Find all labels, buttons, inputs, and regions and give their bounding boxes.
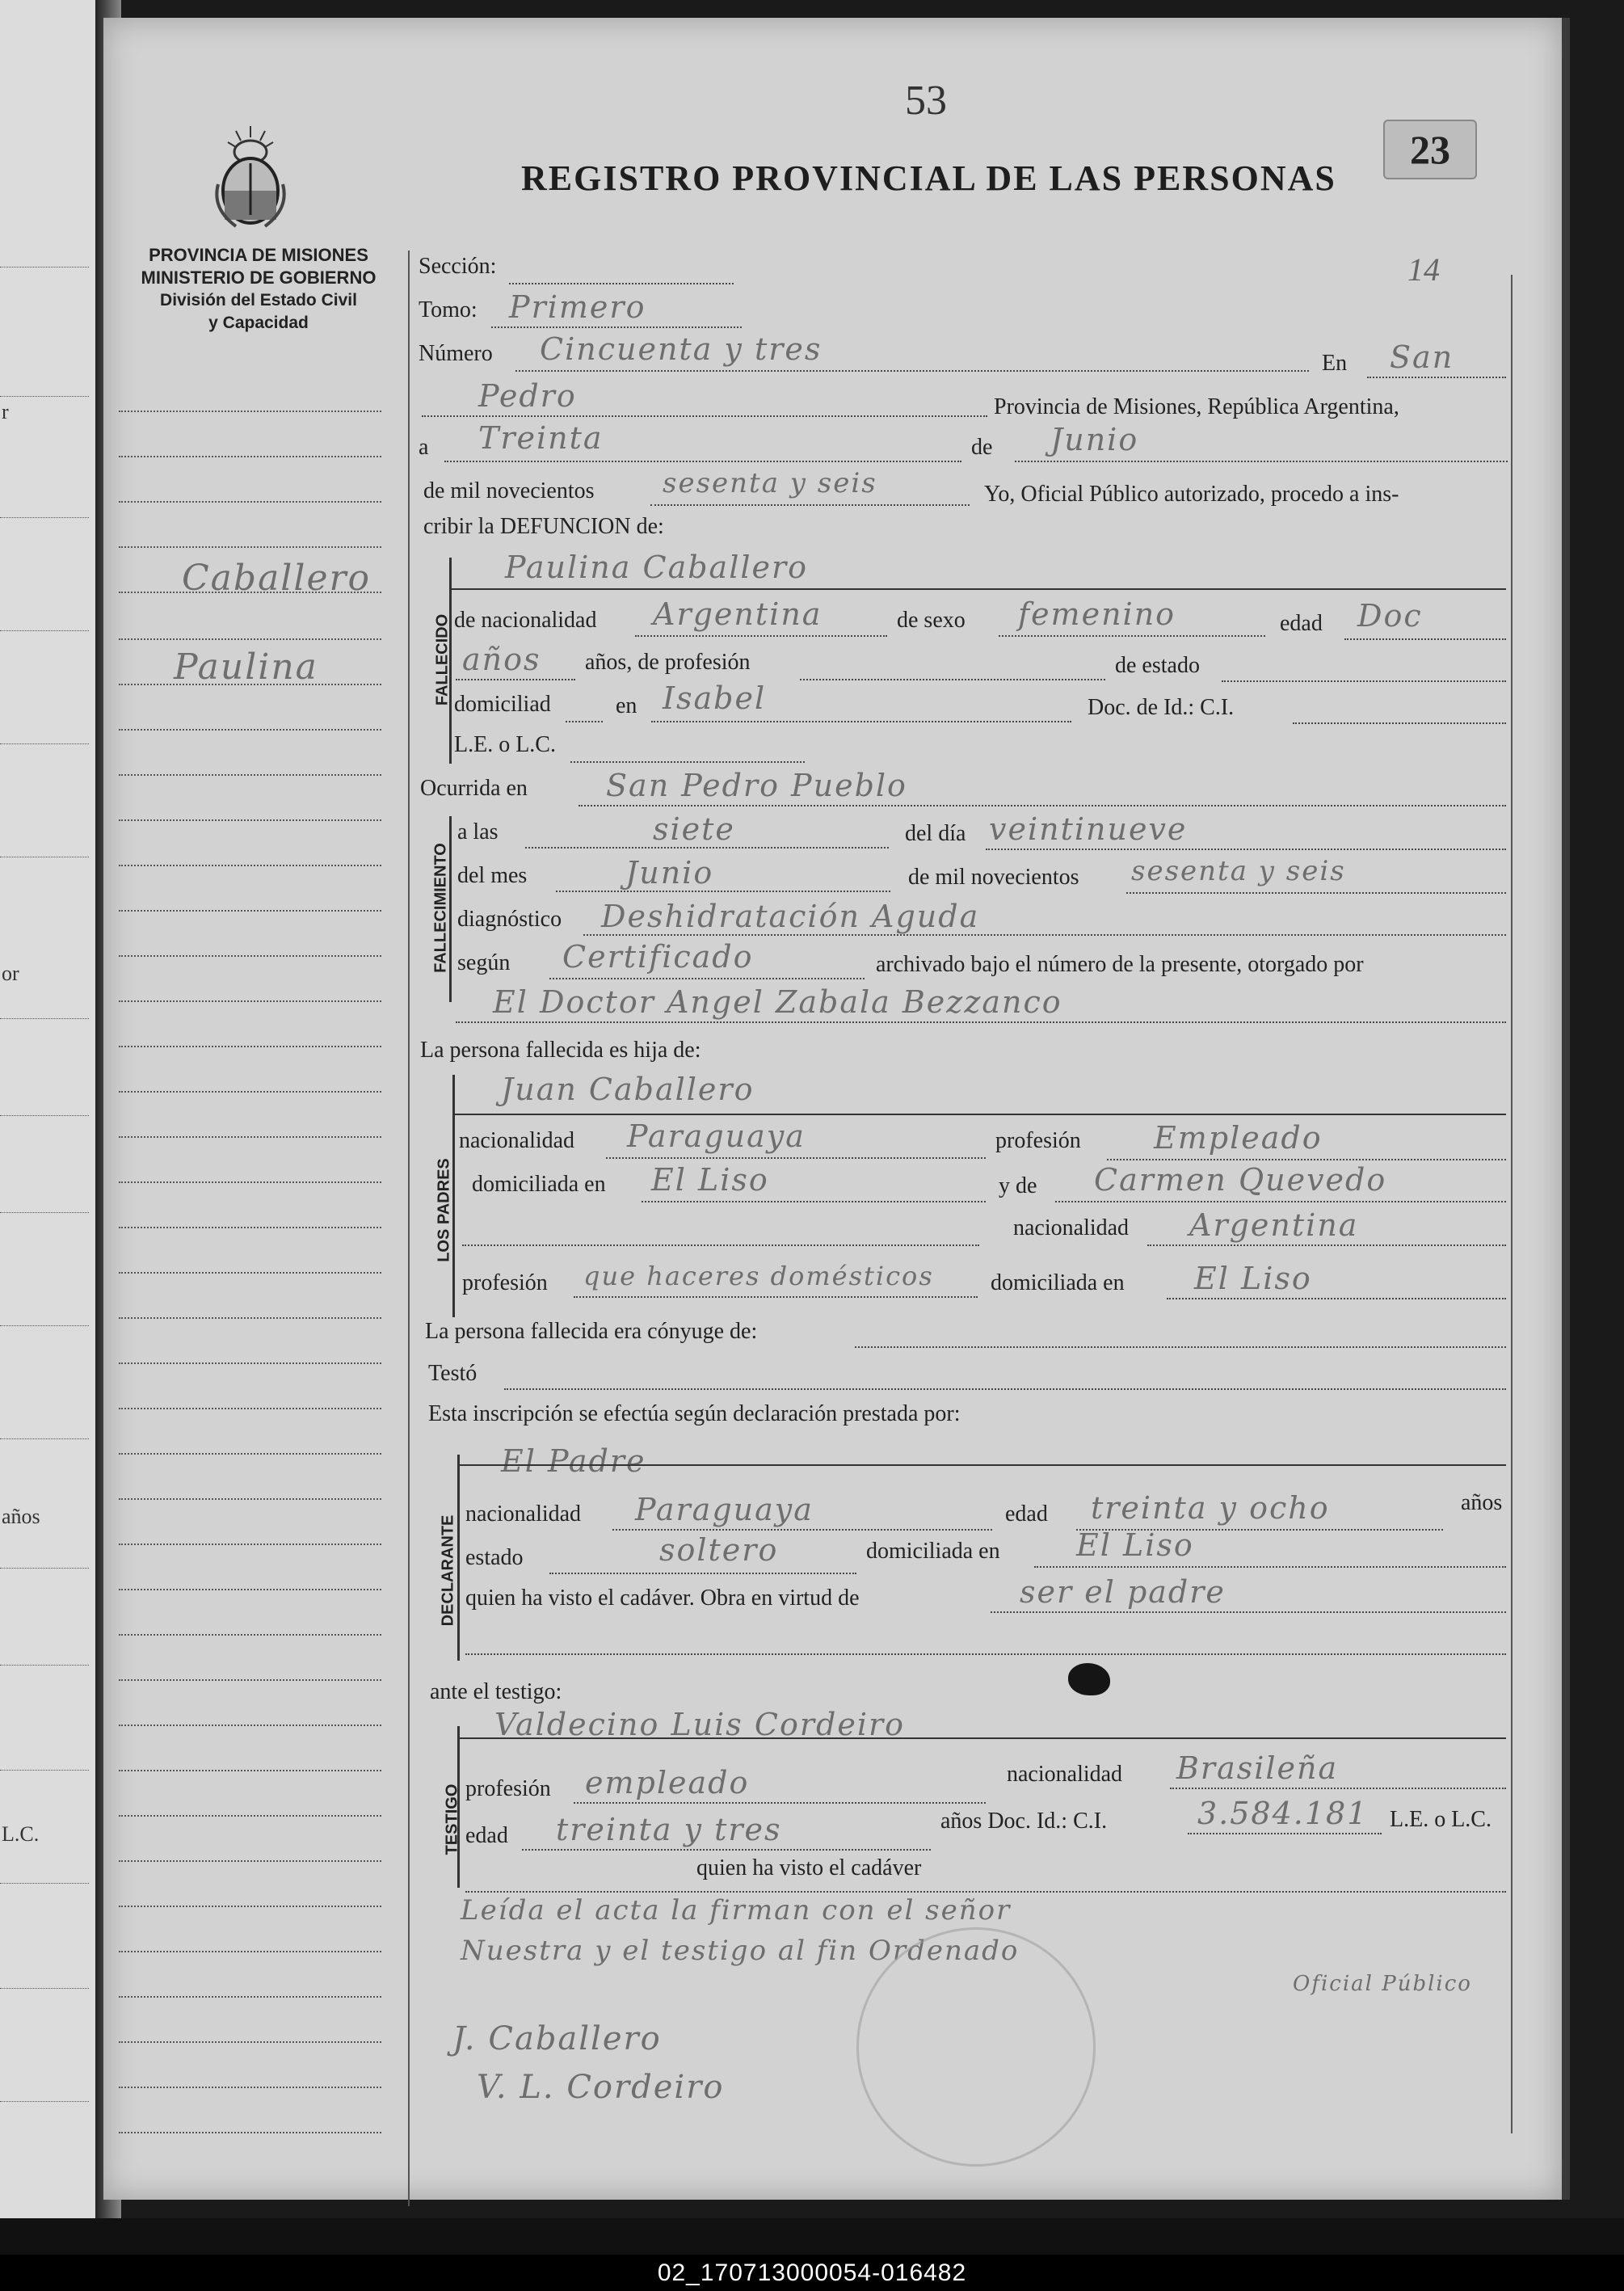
index-rule [119, 1091, 381, 1093]
index-rule [119, 1815, 381, 1817]
left-page-rule [0, 1883, 89, 1884]
index-rule [119, 1906, 381, 1907]
numero-label: Número [419, 341, 493, 366]
ministry-line: PROVINCIA DE MISIONES [149, 245, 368, 265]
index-rule [119, 1000, 381, 1002]
year-value-2: sesenta y seis [1131, 855, 1346, 887]
fallecido-section-label: FALLECIDO [433, 613, 452, 706]
index-rule [119, 1227, 381, 1228]
index-rule [119, 638, 381, 640]
declarante-visto-text: quien ha visto el cadáver. Obra en virtud de [465, 1586, 860, 1611]
closing-note-line-2: Nuestra y el testigo al fin Ordenado [461, 1935, 1020, 1967]
index-rule [119, 2041, 381, 2043]
domicilio-suffix-line [566, 721, 603, 722]
edad-line-2 [456, 679, 575, 680]
ocurrida-value: San Pedro Pueblo [606, 768, 907, 803]
month-line [1015, 461, 1508, 462]
index-rule [119, 501, 381, 503]
year-label-2: de mil novecientos [908, 865, 1079, 890]
declarante-domiciliada-value: El Liso [1076, 1527, 1194, 1563]
father-line [454, 1114, 1506, 1115]
padres-nacionalidad-line [606, 1157, 986, 1159]
domicilio-label: domiciliad [454, 692, 551, 717]
index-rule [119, 1408, 381, 1409]
declarante-domiciliada-line [1034, 1566, 1506, 1568]
testigo-profesion-line [574, 1802, 986, 1804]
corner-annotation: 14 [1407, 251, 1440, 288]
testigo-visto-text: quien ha visto el cadáver [696, 1855, 922, 1880]
declarante-estado-line [549, 1573, 856, 1574]
ocurrida-line [578, 805, 1506, 806]
index-rule [119, 910, 381, 912]
edad-value: Doc [1357, 598, 1423, 634]
left-page-rule [0, 630, 89, 631]
archivado-text: archivado bajo el número de la presente, otorgado por [876, 952, 1364, 977]
edad-value-2: años [462, 642, 541, 677]
testigo-name-line [459, 1737, 1506, 1739]
domicilio-value: Isabel [663, 680, 767, 716]
dia-value: veintinueve [989, 811, 1188, 847]
nacionalidad-line [635, 635, 887, 637]
index-rule [119, 2132, 381, 2133]
padres-nacionalidad2-label: nacionalidad [1013, 1215, 1130, 1240]
nacionalidad-label: de nacionalidad [454, 608, 597, 633]
sexo-label: de sexo [897, 608, 966, 633]
left-page-fragment: r [2, 400, 9, 423]
declarante-anos-label: años [1461, 1490, 1503, 1515]
testigo-name: Valdecino Luis Cordeiro [494, 1707, 906, 1742]
conyuge-line [855, 1346, 1506, 1348]
argentina-crest-icon [212, 120, 289, 233]
index-rule [119, 1589, 381, 1590]
register-title: REGISTRO PROVINCIAL DE LAS PERSONAS [521, 158, 1336, 198]
index-rule [119, 411, 381, 412]
place-value: Pedro [478, 378, 577, 414]
province-text: Provincia de Misiones, República Argentina, [994, 394, 1399, 419]
index-rule [119, 774, 381, 776]
testigo-section-label: TESTIGO [443, 1784, 461, 1855]
testigo-blank-line [465, 1891, 1506, 1893]
margin-first-name: Paulina [174, 646, 318, 688]
dia-line [986, 849, 1506, 850]
declarante-section-label: DECLARANTE [439, 1514, 457, 1627]
seccion-label: Sección: [419, 254, 497, 279]
sexo-value: femenino [1018, 596, 1176, 632]
tomo-value: Primero [509, 289, 646, 325]
left-page-edge [0, 0, 95, 2255]
ante-testigo-label: ante el testigo: [430, 1679, 562, 1704]
en-value: San [1390, 339, 1454, 375]
mother-line [1055, 1201, 1506, 1202]
domicilio-line [651, 721, 1071, 722]
left-page-rule [0, 1770, 89, 1771]
domiciliada-line [642, 1201, 986, 1202]
place-line [422, 415, 987, 417]
left-page-fragment: or [2, 962, 19, 985]
index-rule [119, 1136, 381, 1138]
day-line [444, 461, 961, 462]
padres-nacionalidad2-value: Argentina [1189, 1207, 1359, 1243]
conyuge-label: La persona fallecida era cónyuge de: [425, 1319, 758, 1344]
testigo-doc-line [1188, 1833, 1382, 1834]
declarante-edad-value: treinta y ocho [1091, 1490, 1330, 1526]
doctor-line [456, 1021, 1506, 1023]
doc-label: Doc. de Id.: C.I. [1088, 695, 1235, 720]
padres-nacionalidad-value: Paraguaya [627, 1118, 806, 1154]
index-rule [119, 1362, 381, 1364]
year-label: de mil novecientos [423, 478, 595, 503]
index-rule [119, 1634, 381, 1636]
testo-line [504, 1388, 1506, 1390]
left-page-rule [0, 2101, 89, 2102]
domiciliada-label: domiciliada en [472, 1172, 606, 1197]
left-page-rule [0, 1665, 89, 1666]
declarante-virtud-value: ser el padre [1020, 1574, 1226, 1610]
left-page-rule [0, 1115, 89, 1116]
testigo-nacionalidad-value: Brasileña [1176, 1750, 1339, 1786]
index-rule [119, 955, 381, 957]
estado-line [1222, 680, 1506, 682]
padres-domiciliada2-line [1167, 1298, 1506, 1299]
index-rule [119, 546, 381, 548]
index-rule [119, 1181, 381, 1183]
padres-profesion-line [1107, 1159, 1506, 1160]
father-name: Juan Caballero [501, 1072, 755, 1107]
fallecimiento-section-label: FALLECIMIENTO [431, 843, 450, 973]
year-line [650, 504, 970, 506]
testigo-edad-label: edad [465, 1823, 508, 1848]
index-rule [119, 1679, 381, 1681]
a-las-label: a las [457, 819, 499, 844]
edad-label: edad [1280, 611, 1323, 636]
edad-line [1344, 638, 1506, 640]
dia-label: del día [905, 821, 966, 846]
padres-section-label: LOS PADRES [435, 1158, 453, 1262]
ministry-header [121, 244, 396, 335]
left-page-rule [0, 1438, 89, 1439]
left-page-rule [0, 1568, 89, 1569]
padres-nacionalidad2-line [1147, 1244, 1506, 1246]
numero-line [515, 370, 1309, 372]
left-page-rule [0, 517, 89, 518]
padres-domiciliada2-label: domiciliada en [991, 1270, 1125, 1295]
index-rule [119, 819, 381, 821]
a-las-line [525, 847, 889, 849]
left-page-fragment: L.C. [2, 1822, 40, 1846]
testigo-profesion-value: empleado [585, 1765, 750, 1800]
official-signature: Oficial Público [1293, 1972, 1472, 1996]
testigo-nacionalidad-line [1170, 1788, 1506, 1789]
padres-profesion2-value: que haceres domésticos [583, 1261, 934, 1291]
anos-profesion-label: años, de profesión [585, 650, 751, 675]
declarante-nacionalidad-label: nacionalidad [465, 1501, 582, 1527]
ministry-line: y Capacidad [208, 314, 309, 332]
testigo-profesion-label: profesión [465, 1776, 551, 1801]
estado-label: de estado [1115, 653, 1200, 678]
folio-tab: 23 [1383, 120, 1477, 179]
index-rule [119, 1725, 381, 1726]
declaracion-text: Esta inscripción se efectúa según declaración prestada por: [428, 1401, 961, 1426]
index-rule [119, 1860, 381, 1862]
de-label: de [971, 435, 993, 460]
left-page-rule [0, 396, 89, 397]
index-rule [119, 865, 381, 866]
closing-note-line-1: Leída el acta la firman con el señor [461, 1894, 1012, 1927]
index-rule [119, 1996, 381, 1998]
index-rule [119, 1951, 381, 1952]
declarante-virtud-line [991, 1611, 1506, 1613]
seccion-line [509, 283, 734, 284]
testigo-le-label: L.E. o L.C. [1390, 1807, 1491, 1832]
testigo-edad-line [522, 1849, 931, 1851]
testigo-nacionalidad-label: nacionalidad [1007, 1762, 1123, 1787]
mes-value: Junio [625, 855, 714, 891]
en-line [1367, 377, 1506, 378]
padres-intro: La persona fallecida es hija de: [420, 1038, 701, 1063]
segun-line [549, 978, 865, 979]
month-value: Junio [1050, 422, 1139, 457]
left-page-rule [0, 1988, 89, 1989]
segun-label: según [457, 950, 511, 975]
signature-testigo: V. L. Cordeiro [477, 2069, 725, 2106]
padres-domiciliada2-value: El Liso [1194, 1261, 1312, 1296]
left-page-rule [0, 1212, 89, 1213]
declarante-edad-label: edad [1005, 1501, 1048, 1527]
padres-profesion2-label: profesión [462, 1270, 548, 1295]
nacionalidad-value: Argentina [653, 596, 823, 632]
declarante-name-line [459, 1464, 1506, 1466]
diagnostico-line [583, 934, 1506, 936]
le-label: L.E. o L.C. [454, 732, 556, 757]
padres-profesion-value: Empleado [1154, 1120, 1323, 1156]
index-rule [119, 1543, 381, 1545]
index-rule [119, 1770, 381, 1771]
index-rule [119, 1046, 381, 1047]
index-rule [119, 456, 381, 457]
tomo-line [491, 326, 742, 328]
diagnostico-value: Deshidratación Aguda [601, 899, 980, 934]
index-rule [119, 1317, 381, 1319]
ministry-line: División del Estado Civil [160, 291, 357, 310]
en-label: En [1322, 351, 1348, 376]
declarante-nacionalidad-value: Paraguaya [635, 1492, 814, 1527]
padres-blank-line [462, 1244, 979, 1246]
left-page-rule [0, 1325, 89, 1326]
padres-nacionalidad-label: nacionalidad [459, 1128, 575, 1153]
page-number: 53 [905, 78, 947, 124]
mes-label: del mes [457, 863, 528, 888]
numero-value: Cincuenta y tres [540, 331, 823, 367]
testigo-doc-label: años Doc. Id.: C.I. [940, 1809, 1108, 1834]
padres-profesion2-line [574, 1296, 978, 1298]
testo-label: Testó [428, 1361, 478, 1386]
deceased-name-line [451, 588, 1506, 590]
a-las-value: siete [653, 811, 735, 847]
year-line-2 [1126, 892, 1506, 894]
profesion-line [800, 679, 1105, 680]
index-rule [119, 1453, 381, 1455]
ink-blot [1068, 1663, 1110, 1695]
declarante-name: El Padre [501, 1443, 646, 1479]
margin-surname: Caballero [182, 558, 372, 599]
testigo-edad-value: treinta y tres [556, 1812, 782, 1847]
year-value: sesenta y seis [663, 467, 877, 499]
doc-line [1293, 722, 1506, 724]
declarante-estado-value: soltero [659, 1532, 779, 1568]
form-right-rule [1511, 275, 1513, 2133]
tomo-label: Tomo: [419, 297, 478, 322]
mother-name: Carmen Quevedo [1094, 1162, 1387, 1198]
declarante-nacionalidad-line [612, 1529, 992, 1531]
sexo-line [999, 635, 1265, 637]
officer-text: Yo, Oficial Público autorizado, procedo a ins- [984, 482, 1399, 507]
index-rule [119, 1272, 381, 1274]
en-label: en [616, 693, 637, 718]
diagnostico-label: diagnóstico [457, 907, 562, 932]
index-rule [119, 1498, 381, 1500]
left-page-rule [0, 1018, 89, 1019]
signature-declarante: J. Caballero [452, 2020, 662, 2057]
ministry-line: MINISTERIO DE GOBIERNO [141, 267, 377, 288]
left-page-fragment: años [2, 1505, 40, 1528]
padres-profesion-label: profesión [995, 1128, 1081, 1153]
image-id-caption: 02_170713000054-016482 [0, 2255, 1624, 2291]
testigo-doc-value: 3.584.181 [1197, 1796, 1369, 1831]
declarante-estado-label: estado [465, 1545, 524, 1570]
deceased-name: Paulina Caballero [505, 550, 809, 585]
form-margin-rule [408, 251, 410, 2206]
domiciliada-value: El Liso [651, 1162, 769, 1198]
a-label: a [419, 435, 429, 460]
segun-value: Certificado [562, 939, 754, 975]
declarante-domiciliada-label: domiciliada en [866, 1539, 1000, 1564]
index-rule [119, 2087, 381, 2088]
day-value: Treinta [478, 420, 604, 456]
official-seal-stamp [856, 1927, 1096, 2167]
inscribir-text: cribir la DEFUNCION de: [423, 514, 664, 539]
declarante-blank-line [465, 1653, 1506, 1655]
mes-line [556, 891, 890, 892]
left-page-rule [0, 743, 89, 744]
doctor-value: El Doctor Angel Zabala Bezzanco [493, 984, 1062, 1020]
ocurrida-label: Ocurrida en [420, 776, 528, 801]
index-rule [119, 729, 381, 731]
y-de-label: y de [999, 1173, 1037, 1198]
le-line [570, 761, 805, 763]
